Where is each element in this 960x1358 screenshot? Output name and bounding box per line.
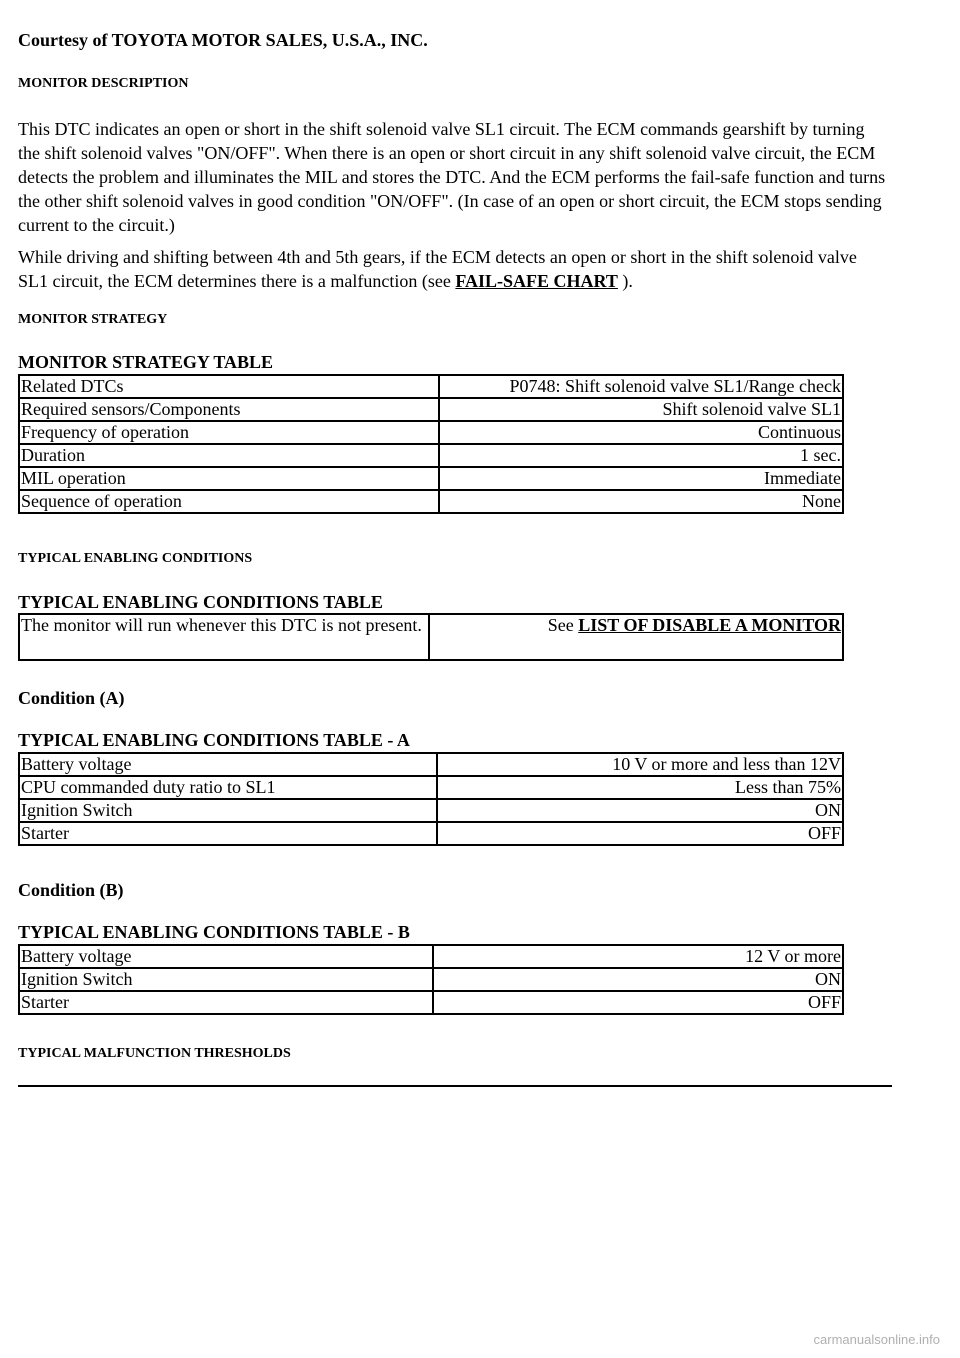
table-cell-label: Starter — [19, 991, 433, 1014]
table-row — [19, 467, 843, 490]
table-row — [19, 822, 843, 845]
table-cell-label: The monitor will run whenever this DTC is not present. — [19, 614, 429, 660]
table-cell-value: Less than 75% — [437, 776, 843, 799]
see-prefix: See — [547, 615, 579, 635]
monitor-strategy-table — [18, 374, 844, 514]
condition-a-table-title: TYPICAL ENABLING CONDITIONS TABLE - A — [18, 730, 410, 750]
table-row — [19, 421, 843, 444]
enabling-conditions-table-title: TYPICAL ENABLING CONDITIONS TABLE — [18, 592, 383, 612]
table-row — [19, 444, 843, 467]
table-row — [19, 398, 843, 421]
table-cell-label: Battery voltage — [19, 945, 433, 968]
table-cell-value: 1 sec. — [439, 444, 843, 467]
condition-b-table-title: TYPICAL ENABLING CONDITIONS TABLE - B — [18, 922, 410, 942]
description-paragraph-2 — [18, 245, 888, 293]
table-row — [19, 968, 843, 991]
condition-b-table — [18, 944, 844, 1015]
courtesy-line: Courtesy of TOYOTA MOTOR SALES, U.S.A., INC. — [18, 30, 428, 50]
table-cell-label: Required sensors/Components — [19, 398, 439, 421]
table-cell-label: Duration — [19, 444, 439, 467]
table-row — [19, 991, 843, 1014]
table-row — [19, 375, 843, 398]
table-cell-label: Related DTCs — [19, 375, 439, 398]
watermark: carmanualsonline.info — [813, 1332, 940, 1347]
section-divider — [18, 1085, 892, 1087]
enabling-conditions-heading: TYPICAL ENABLING CONDITIONS — [18, 551, 253, 566]
description-paragraph-1: This DTC indicates an open or short in the shift solenoid valve SL1 circuit. The ECM commands gearshift by turning the shift solenoid valves "ON/OFF". When there is an open or short circuit in any shift solenoid valve circuit, the ECM detects the problem and illuminates the MIL and stores the DTC. And the ECM performs the fail-safe function and turns the other shift solenoid valves in good condition "ON/OFF". (In case of an open or short circuit, the ECM stops sending current to the circuit.) — [18, 119, 886, 235]
table-cell-value — [429, 614, 843, 660]
condition-b-heading: Condition (B) — [18, 880, 124, 900]
table-cell-label: Ignition Switch — [19, 799, 437, 822]
condition-a-heading: Condition (A) — [18, 688, 125, 708]
table-cell-label: CPU commanded duty ratio to SL1 — [19, 776, 437, 799]
table-cell-label: Sequence of operation — [19, 490, 439, 513]
table-cell-label: Frequency of operation — [19, 421, 439, 444]
table-row — [19, 614, 843, 660]
monitor-strategy-table-title: MONITOR STRATEGY TABLE — [18, 352, 274, 372]
table-cell-value: P0748: Shift solenoid valve SL1/Range check — [439, 375, 843, 398]
table-row — [19, 776, 843, 799]
table-cell-value: Continuous — [439, 421, 843, 444]
enabling-conditions-table — [18, 613, 844, 661]
malfunction-thresholds-heading: TYPICAL MALFUNCTION THRESHOLDS — [18, 1046, 291, 1061]
monitor-strategy-heading: MONITOR STRATEGY — [18, 312, 168, 327]
table-cell-value: OFF — [437, 822, 843, 845]
table-cell-value: ON — [437, 799, 843, 822]
table-cell-value: Immediate — [439, 467, 843, 490]
condition-a-table — [18, 752, 844, 846]
table-cell-value: 10 V or more and less than 12V — [437, 753, 843, 776]
table-cell-label: MIL operation — [19, 467, 439, 490]
table-row — [19, 490, 843, 513]
table-cell-value: 12 V or more — [433, 945, 843, 968]
monitor-description-heading: MONITOR DESCRIPTION — [18, 76, 189, 91]
table-cell-value: Shift solenoid valve SL1 — [439, 398, 843, 421]
table-cell-value: ON — [433, 968, 843, 991]
fail-safe-chart-link[interactable]: FAIL-SAFE CHART — [455, 271, 618, 291]
table-cell-label: Starter — [19, 822, 437, 845]
disable-monitor-list-link[interactable]: LIST OF DISABLE A MONITOR — [578, 615, 841, 635]
table-row — [19, 945, 843, 968]
table-cell-value: OFF — [433, 991, 843, 1014]
table-cell-value: None — [439, 490, 843, 513]
paragraph-2-text: While driving and shifting between 4th and 5th gears, if the ECM detects an open or short in the shift solenoid valve SL1 circuit, the ECM determines there is a malfunction (see — [18, 247, 857, 291]
table-row — [19, 799, 843, 822]
table-row — [19, 753, 843, 776]
paragraph-2-end: ). — [617, 271, 633, 291]
table-cell-label: Battery voltage — [19, 753, 437, 776]
table-cell-label: Ignition Switch — [19, 968, 433, 991]
